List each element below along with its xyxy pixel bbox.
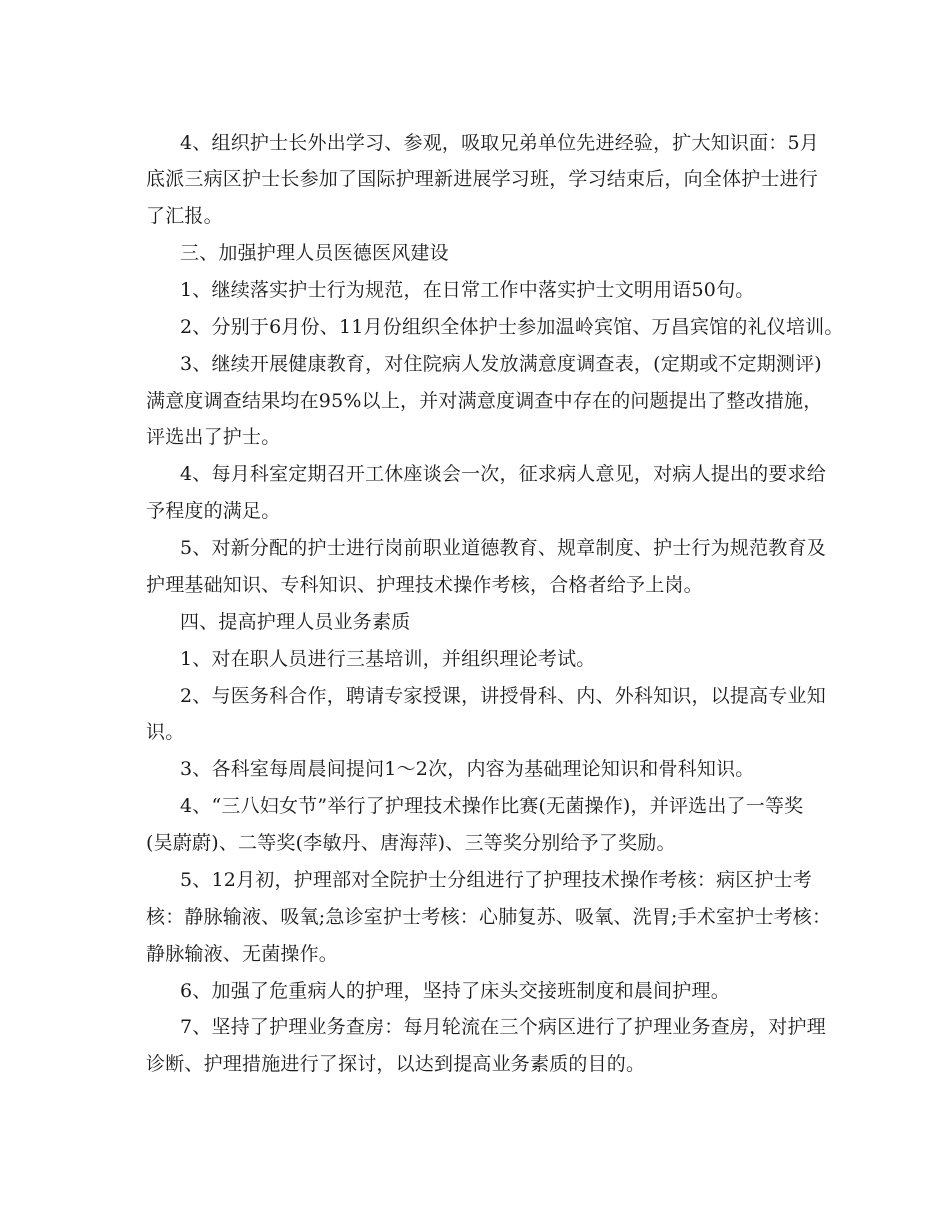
paragraph-line: 评选出了护士。 bbox=[146, 426, 281, 448]
paragraph-line: 7、坚持了护理业务查房：每月轮流在三个病区进行了护理业务查房，对护理 bbox=[180, 1016, 826, 1038]
paragraph-line: 5、12月初，护理部对全院护士分组进行了护理技术操作考核：病区护士考 bbox=[180, 869, 813, 891]
paragraph-line: 5、对新分配的护士进行岗前职业道德教育、规章制度、护士行为规范教育及 bbox=[180, 537, 826, 559]
paragraph-line: (吴蔚蔚)、二等奖(李敏丹、唐海萍)、三等奖分别给予了奖励。 bbox=[146, 832, 676, 854]
paragraph-line: 底派三病区护士长参加了国际护理新进展学习班，学习结束后，向全体护士进行 bbox=[146, 168, 819, 190]
paragraph-line: 2、与医务科合作，聘请专家授课，讲授骨科、内、外科知识，以提高专业知 bbox=[180, 685, 826, 707]
paragraph-line: 予程度的满足。 bbox=[146, 500, 281, 522]
paragraph-line: 3、继续开展健康教育，对住院病人发放满意度调查表，(定期或不定期测评) bbox=[180, 353, 822, 375]
paragraph-line: 3、各科室每周晨间提问1～2次，内容为基础理论知识和骨科知识。 bbox=[180, 758, 755, 780]
paragraph-line: 6、加强了危重病人的护理，坚持了床头交接班制度和晨间护理。 bbox=[180, 980, 730, 1002]
paragraph-line: 1、对在职人员进行三基培训，并组织理论考试。 bbox=[180, 648, 596, 670]
paragraph-line: 护理基础知识、专科知识、护理技术操作考核，合格者给予上岗。 bbox=[146, 574, 703, 596]
paragraph-line: 核：静脉输液、吸氧;急诊室护士考核：心肺复苏、吸氧、洗胃;手术室护士考核： bbox=[146, 906, 832, 928]
paragraph-line: 4、“三八妇女节”举行了护理技术操作比赛(无菌操作)，并评选出了一等奖 bbox=[180, 795, 804, 817]
paragraph-line: 静脉输液、无菌操作。 bbox=[146, 943, 339, 965]
paragraph-line: 了汇报。 bbox=[146, 205, 223, 227]
paragraph-line: 1、继续落实护士行为规范，在日常工作中落实护士文明用语50句。 bbox=[180, 279, 755, 301]
paragraph-line: 4、组织护士长外出学习、参观，吸取兄弟单位先进经验，扩大知识面：5月 bbox=[180, 132, 819, 154]
section-heading: 四、提高护理人员业务素质 bbox=[180, 611, 411, 633]
paragraph-line: 4、每月科室定期召开工休座谈会一次，征求病人意见，对病人提出的要求给 bbox=[180, 463, 826, 485]
section-heading: 三、加强护理人员医德医风建设 bbox=[180, 242, 449, 264]
paragraph-line: 满意度调查结果均在95%以上，并对满意度调查中存在的问题提出了整改措施， bbox=[146, 390, 823, 412]
paragraph-line: 识。 bbox=[146, 721, 185, 743]
paragraph-line: 诊断、护理措施进行了探讨，以达到提高业务素质的目的。 bbox=[146, 1053, 646, 1075]
paragraph-line: 2、分别于6月份、11月份组织全体护士参加温岭宾馆、万昌宾馆的礼仪培训。 bbox=[180, 316, 844, 338]
